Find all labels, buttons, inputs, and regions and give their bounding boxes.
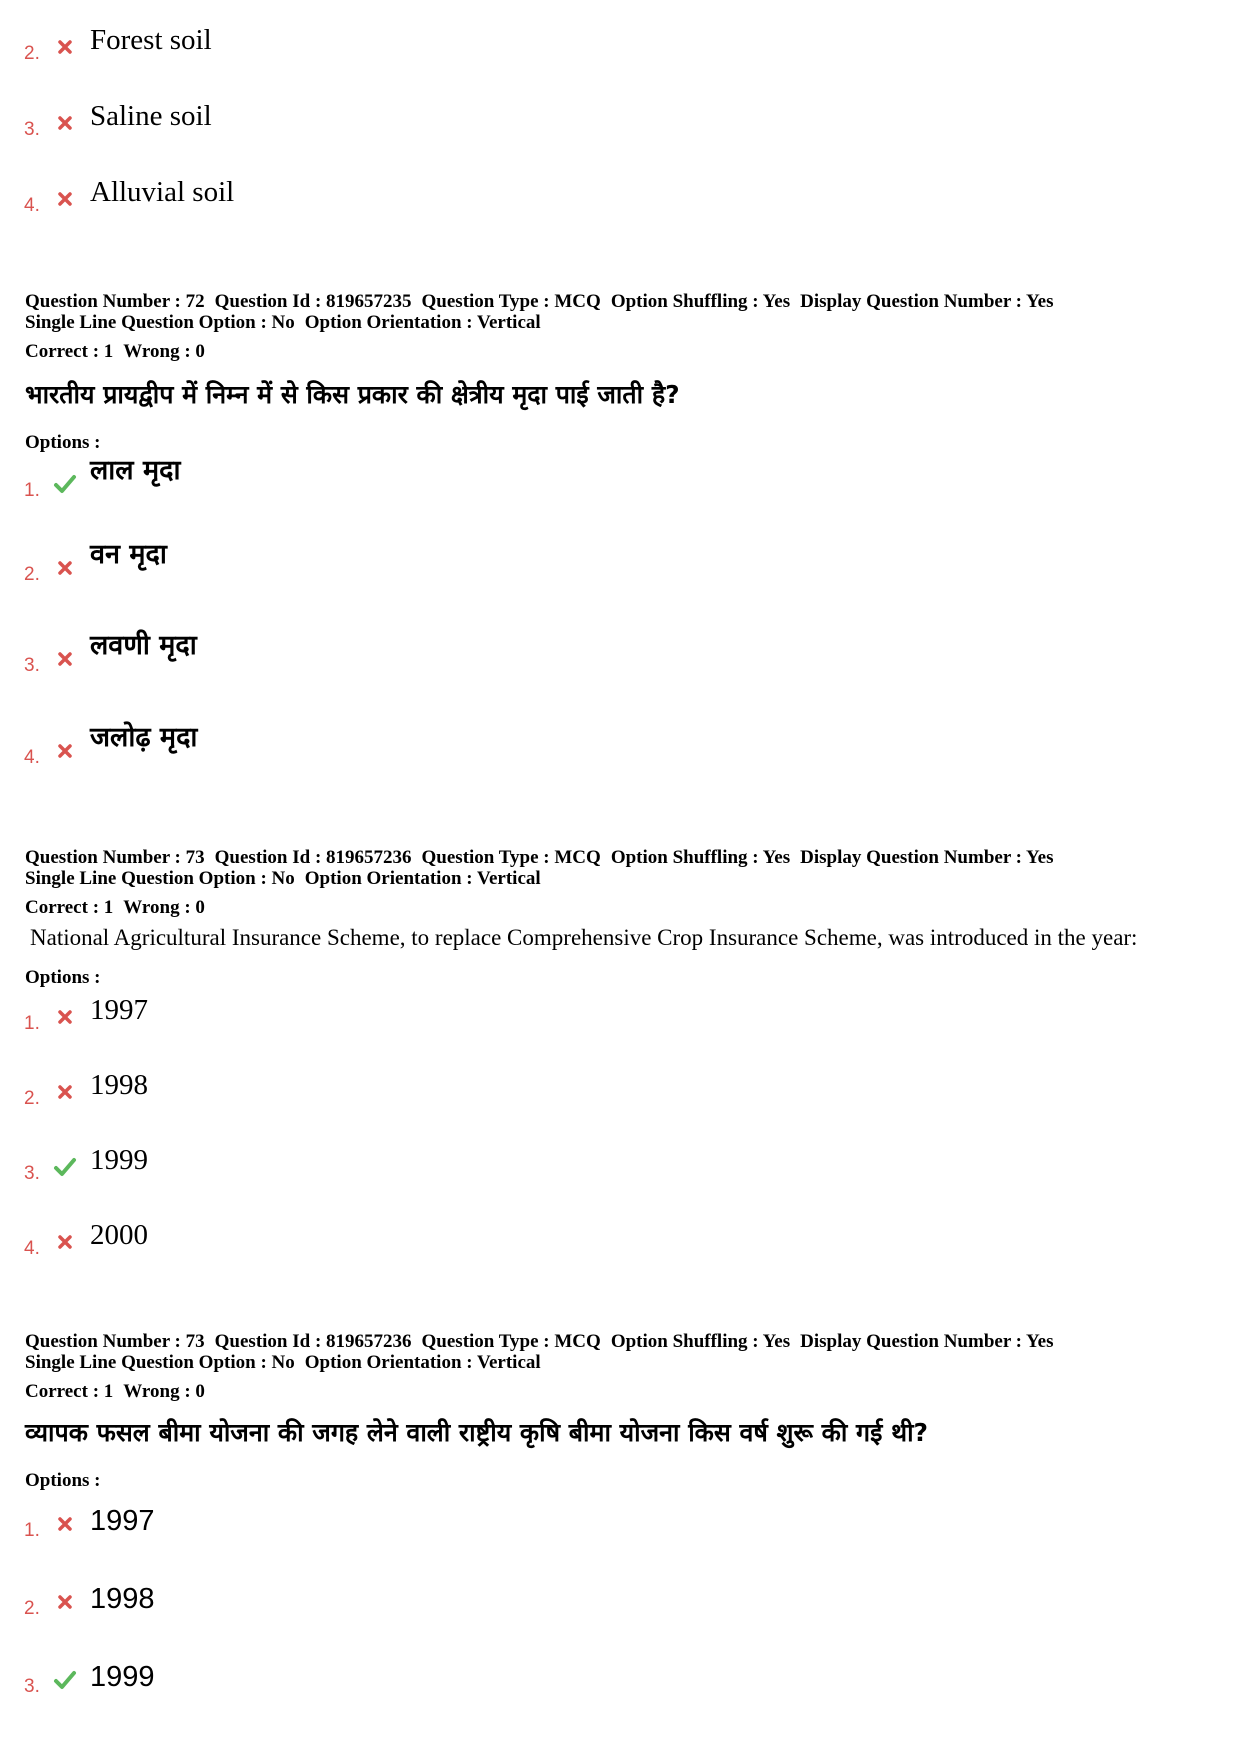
option-row (24, 1220, 148, 1260)
option-orientation: Option Orientation : Vertical (304, 312, 541, 333)
option-number: 3. (24, 655, 40, 676)
question-number: Question Number : 73 (25, 1331, 205, 1352)
option-number: 2. (24, 1598, 40, 1619)
option-text: Alluvial soil (90, 176, 235, 208)
option-text: वन मृदा (90, 539, 167, 570)
option-number: 4. (24, 195, 40, 216)
option-number: 2. (24, 1088, 40, 1109)
question-id: Question Id : 819657235 (214, 291, 412, 312)
cross-icon (52, 1230, 78, 1254)
question-type: Question Type : MCQ (421, 291, 601, 312)
option-number: 2. (24, 43, 40, 64)
option-text: 1999 (90, 1661, 155, 1693)
check-icon (52, 472, 78, 496)
cross-icon (52, 1590, 78, 1614)
option-number: 1. (24, 1520, 40, 1541)
correct-score: Correct : 1 (25, 341, 114, 362)
display-question-number: Display Question Number : Yes (800, 291, 1054, 312)
wrong-score: Wrong : 0 (123, 897, 205, 918)
question-text: National Agricultural Insurance Scheme, to replace Comprehensive Crop Insurance Scheme, was introduced in the year: (30, 925, 1138, 950)
option-row (24, 455, 181, 502)
option-shuffling: Option Shuffling : Yes (610, 847, 791, 868)
options-label: Options : (25, 1470, 101, 1491)
option-orientation: Option Orientation : Vertical (304, 868, 541, 889)
option-row (24, 1145, 148, 1185)
option-text: 1997 (90, 1505, 155, 1537)
question-text: भारतीय प्रायद्वीप में निम्न में से किस प्रकार की क्षेत्रीय मृदा पाई जाती है? (25, 380, 680, 409)
question-type: Question Type : MCQ (421, 1331, 601, 1352)
option-orientation: Option Orientation : Vertical (304, 1352, 541, 1373)
question-meta (25, 847, 1063, 889)
option-row (24, 995, 148, 1035)
cross-icon (52, 187, 78, 211)
display-question-number: Display Question Number : Yes (800, 847, 1054, 868)
option-number: 3. (24, 1676, 40, 1697)
check-icon (52, 1155, 78, 1179)
option-row (24, 1502, 155, 1542)
cross-icon (52, 647, 78, 671)
display-question-number: Display Question Number : Yes (800, 1331, 1054, 1352)
option-row (24, 1658, 155, 1698)
question-meta (25, 291, 1063, 333)
option-row (24, 25, 212, 65)
correct-score: Correct : 1 (25, 1381, 114, 1402)
single-line-option: Single Line Question Option : No (25, 868, 295, 889)
question-number: Question Number : 72 (25, 291, 205, 312)
cross-icon (52, 556, 78, 580)
cross-icon (52, 1512, 78, 1536)
score-line (25, 341, 215, 363)
question-id: Question Id : 819657236 (214, 847, 412, 868)
cross-icon (52, 1005, 78, 1029)
option-number: 3. (24, 119, 40, 140)
option-text: Forest soil (90, 24, 212, 56)
score-line (25, 897, 215, 919)
question-type: Question Type : MCQ (421, 847, 601, 868)
option-text: जलोढ़ मृदा (90, 722, 198, 753)
option-text: 1997 (90, 994, 148, 1026)
option-number: 1. (24, 1013, 40, 1034)
question-number: Question Number : 73 (25, 847, 205, 868)
option-text: 2000 (90, 1219, 148, 1251)
single-line-option: Single Line Question Option : No (25, 1352, 295, 1373)
option-shuffling: Option Shuffling : Yes (610, 1331, 791, 1352)
option-row (24, 539, 167, 586)
question-id: Question Id : 819657236 (214, 1331, 412, 1352)
option-number: 4. (24, 747, 40, 768)
option-row (24, 1580, 155, 1620)
option-shuffling: Option Shuffling : Yes (610, 291, 791, 312)
check-icon (52, 1668, 78, 1692)
option-text: 1998 (90, 1583, 155, 1615)
option-number: 3. (24, 1163, 40, 1184)
option-row (24, 630, 197, 677)
cross-icon (52, 1080, 78, 1104)
wrong-score: Wrong : 0 (123, 1381, 205, 1402)
cross-icon (52, 35, 78, 59)
option-row (24, 101, 212, 141)
question-text: व्यापक फसल बीमा योजना की जगह लेने वाली राष्ट्रीय कृषि बीमा योजना किस वर्ष शुरू की गई थी? (25, 1418, 929, 1447)
option-text: लाल मृदा (90, 455, 181, 486)
cross-icon (52, 111, 78, 135)
option-row (24, 722, 198, 769)
cross-icon (52, 739, 78, 763)
single-line-option: Single Line Question Option : No (25, 312, 295, 333)
option-text: Saline soil (90, 100, 212, 132)
options-label: Options : (25, 432, 101, 453)
wrong-score: Wrong : 0 (123, 341, 205, 362)
option-row (24, 1070, 148, 1110)
score-line (25, 1381, 215, 1403)
option-text: 1999 (90, 1144, 148, 1176)
options-label: Options : (25, 967, 101, 988)
option-number: 4. (24, 1238, 40, 1259)
option-text: 1998 (90, 1069, 148, 1101)
correct-score: Correct : 1 (25, 897, 114, 918)
option-number: 1. (24, 480, 40, 501)
option-row (24, 177, 234, 217)
option-number: 2. (24, 564, 40, 585)
option-text: लवणी मृदा (90, 630, 197, 661)
question-meta (25, 1331, 1063, 1373)
